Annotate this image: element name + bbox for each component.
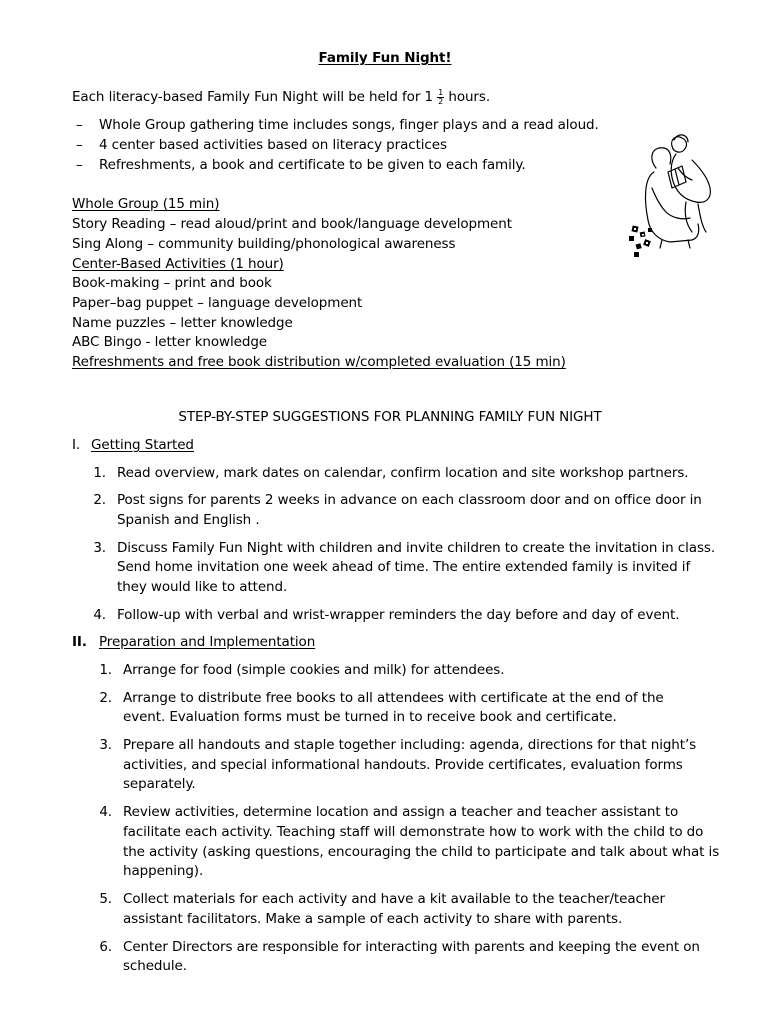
step-number: 4. bbox=[93, 607, 106, 623]
step-text: assistant facilitators. Make a sample of each activity to share with parents. bbox=[123, 911, 623, 927]
step-text: Read overview, mark dates on calendar, confirm location and site workshop partners. bbox=[117, 465, 689, 481]
intro-line bbox=[72, 88, 490, 107]
intro-text-after: hours. bbox=[444, 89, 491, 105]
intro-text-before: Each literacy-based Family Fun Night will be held for 1 bbox=[72, 89, 438, 105]
step-text: Discuss Family Fun Night with children and invite children to create the invitation in class. bbox=[117, 540, 716, 556]
person-head bbox=[672, 137, 687, 152]
step-text: Post signs for parents 2 weeks in advance on each classroom door and on office door in bbox=[117, 492, 702, 508]
step-text: the activity (asking questions, encouraging the child to participate and talk about what is bbox=[123, 844, 720, 860]
toy-blocks bbox=[629, 225, 652, 257]
step-text: Center Directors are responsible for interacting with parents and keeping the event on bbox=[123, 939, 700, 955]
step-text: Arrange for food (simple cookies and milk) for attendees. bbox=[123, 662, 505, 678]
step-number: 2. bbox=[93, 492, 106, 508]
schedule-item: Story Reading – read aloud/print and book/language development bbox=[72, 216, 512, 232]
fraction-numerator: 1 bbox=[438, 88, 444, 97]
steps-title: STEP-BY-STEP SUGGESTIONS FOR PLANNING FAMILY FUN NIGHT bbox=[178, 409, 602, 425]
step-text: separately. bbox=[123, 776, 196, 792]
armchair-body bbox=[646, 172, 699, 242]
section-heading-getting-started: Getting Started bbox=[91, 437, 194, 453]
step-number: 5. bbox=[99, 891, 112, 907]
whole-group-heading: Whole Group (15 min) bbox=[72, 196, 220, 212]
refreshments-heading: Refreshments and free book distribution w/completed evaluation (15 min) bbox=[72, 354, 566, 370]
schedule-item: ABC Bingo - letter knowledge bbox=[72, 334, 267, 350]
step-text: Arrange to distribute free books to all attendees with certificate at the end of the bbox=[123, 690, 664, 706]
bullet-dash: – bbox=[76, 137, 83, 153]
page-title: Family Fun Night! bbox=[318, 50, 452, 66]
step-text: Send home invitation one week ahead of time. The entire extended family is invited if bbox=[117, 559, 691, 575]
bullet-dash: – bbox=[76, 117, 83, 133]
fraction-denominator: 2 bbox=[438, 97, 444, 106]
bullet-dash: – bbox=[76, 157, 83, 173]
step-number: 2. bbox=[99, 690, 112, 706]
step-text: Follow-up with verbal and wrist-wrapper reminders the day before and day of event. bbox=[117, 607, 680, 623]
center-activities-heading: Center-Based Activities (1 hour) bbox=[72, 256, 284, 272]
bullet-item: Refreshments, a book and certificate to be given to each family. bbox=[99, 157, 526, 173]
step-number: 3. bbox=[93, 540, 106, 556]
step-text: event. Evaluation forms must be turned in to receive book and certificate. bbox=[123, 709, 617, 725]
armchair-back bbox=[652, 148, 671, 168]
step-text: schedule. bbox=[123, 958, 187, 974]
step-text: Review activities, determine location and assign a teacher and teacher assistant to bbox=[123, 804, 679, 820]
person-legs bbox=[685, 202, 706, 232]
schedule-item: Book-making – print and book bbox=[72, 275, 272, 291]
bullet-item: 4 center based activities based on literacy practices bbox=[99, 137, 447, 153]
step-text: they would like to attend. bbox=[117, 579, 288, 595]
step-text: facilitate each activity. Teaching staff will demonstrate how to work with the child to do bbox=[123, 824, 704, 840]
section-heading-preparation: Preparation and Implementation bbox=[99, 634, 316, 650]
schedule-item: Name puzzles – letter knowledge bbox=[72, 315, 293, 331]
reading-parent-illustration bbox=[626, 128, 718, 262]
step-number: 1. bbox=[99, 662, 112, 678]
step-text: happening). bbox=[123, 863, 204, 879]
step-text: Spanish and English . bbox=[117, 512, 260, 528]
armchair-arm bbox=[652, 188, 690, 219]
section-numeral: I. bbox=[72, 437, 81, 453]
section-numeral: II. bbox=[72, 634, 87, 650]
step-number: 1. bbox=[93, 465, 106, 481]
schedule-item: Sing Along – community building/phonological awareness bbox=[72, 236, 456, 252]
step-text: Collect materials for each activity and have a kit available to the teacher/teacher bbox=[123, 891, 665, 907]
bullet-item: Whole Group gathering time includes songs, finger plays and a read aloud. bbox=[99, 117, 599, 133]
step-number: 3. bbox=[99, 737, 112, 753]
schedule-item: Paper–bag puppet – language development bbox=[72, 295, 363, 311]
step-number: 4. bbox=[99, 804, 112, 820]
step-text: Prepare all handouts and staple together including: agenda, directions for that night’s bbox=[123, 737, 697, 753]
step-text: activities, and special informational handouts. Provide certificates, evaluation forms bbox=[123, 757, 683, 773]
step-number: 6. bbox=[99, 939, 112, 955]
